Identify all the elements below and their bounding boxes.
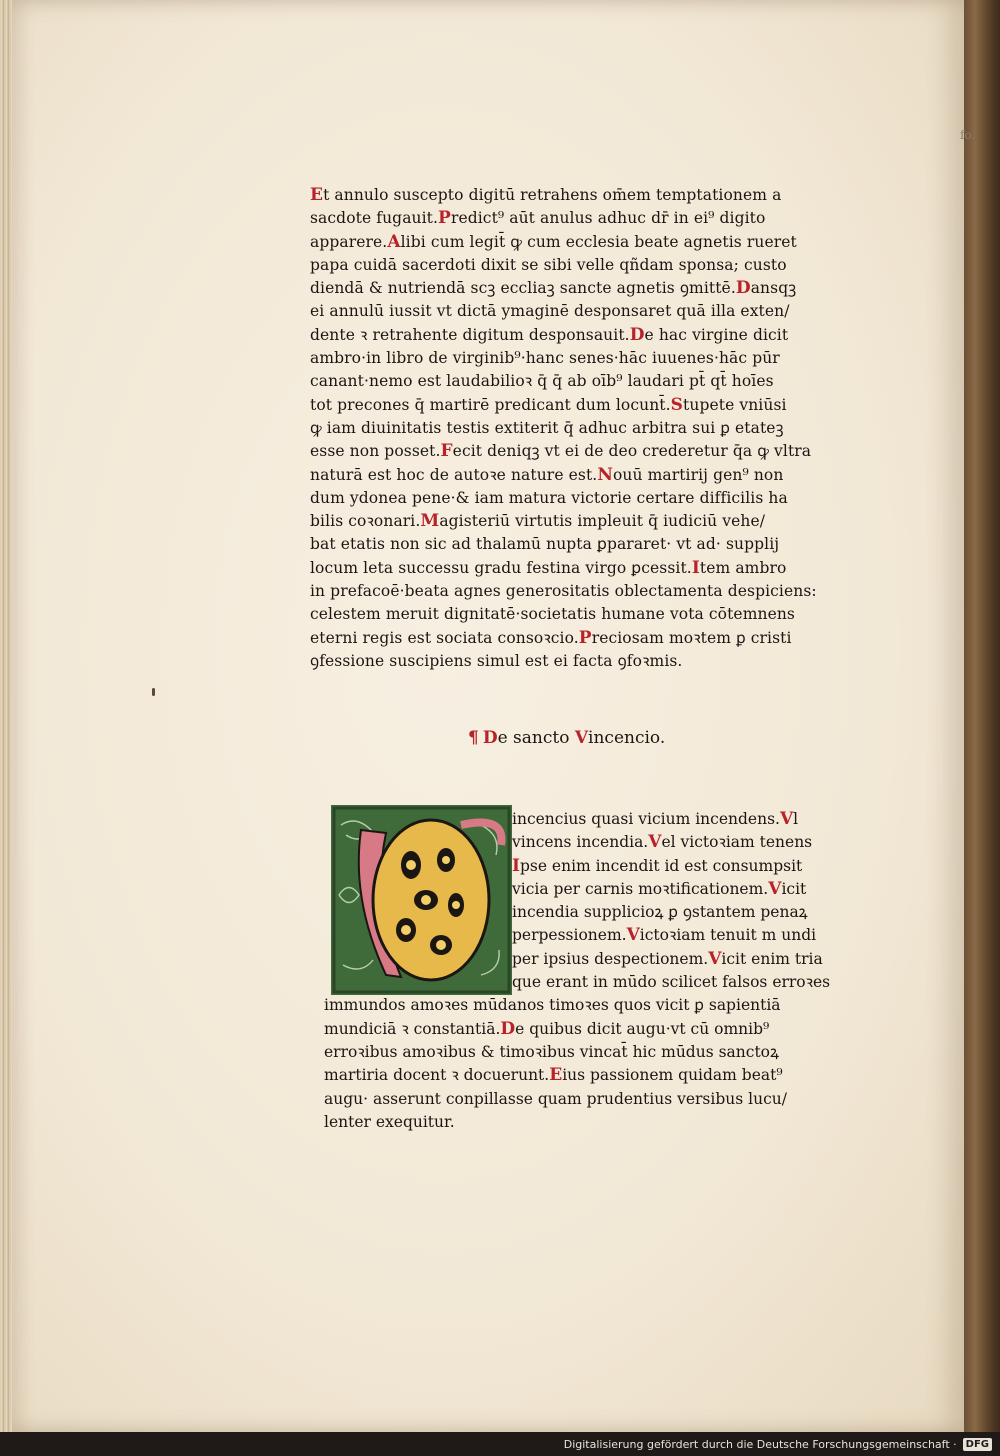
line-text: esse non posset. [310, 442, 441, 461]
text-line [310, 324, 855, 347]
rubric-capital: V [768, 878, 782, 899]
heading-text-1: e sancto [497, 728, 575, 748]
book-spine-right [964, 0, 1000, 1456]
rubric-capital: M [420, 511, 440, 532]
line-text: mundiciā ꝛ constantiā. [324, 1019, 501, 1038]
chapter-heading [468, 728, 665, 748]
text-section-2 [324, 808, 864, 1134]
line-text: incendia supplicioꝝ ꝑ ꝯstantem penaꝝ [512, 903, 808, 922]
footer-bar [0, 1432, 1000, 1456]
line-text: que erant in mūdo scilicet falsos erroꝛes [512, 973, 831, 992]
line-text: reciosam moꝛtem ꝑ cristi [591, 628, 792, 647]
line-text: erroꝛibus amoꝛibus & timoꝛibus vincat̄ hic mūdus sanctoꝝ [324, 1042, 779, 1061]
text-line [324, 808, 864, 831]
heading-cap-d: D [482, 728, 498, 748]
text-line [324, 1064, 864, 1087]
line-text: ansqꝫ [750, 279, 797, 298]
line-text: l [793, 810, 799, 828]
text-line [310, 557, 855, 580]
line-text: lenter exequitur. [324, 1112, 455, 1131]
rubric-capital: I [512, 855, 520, 876]
line-text: vicia per carnis moꝛtificationem. [512, 879, 769, 898]
line-text: diendā & nutriendā scꝫ eccliaꝫ sancte agnetis ꝯmittē. [310, 279, 736, 298]
line-text: bilis coꝛonari. [310, 512, 421, 531]
line-text: canant·nemo est laudabilioꝛ q̄ q̄ ab oīb⁹ laudari pt̄ qt̄ hoīes [310, 372, 774, 391]
line-text: ei annulū iussit vt dictā ymaginē desponsaret quā illa exten/ [310, 302, 790, 321]
rubric-capital: D [629, 324, 645, 345]
text-line [324, 901, 864, 924]
rubric-capital: V [708, 948, 722, 969]
rubric-capital: D [500, 1018, 516, 1039]
text-line [324, 831, 864, 854]
line-text: ius passionem quidam beat⁹ [562, 1066, 783, 1085]
rubric-capital: V [648, 832, 662, 853]
rubric-capital: V [626, 925, 640, 946]
line-text: bat etatis non sic ad thalamū nupta ꝑpararet· vt ad· supplij [310, 535, 780, 554]
line-text: ictoꝛiam tenuit m undi [639, 926, 817, 945]
rubric-capital: I [691, 557, 700, 578]
line-text: tem ambro [699, 558, 787, 577]
text-line [324, 948, 864, 971]
line-text: eterni regis est sociata consoꝛcio. [310, 628, 579, 647]
line-text: t annulo suscepto digitū retrahens om̄em temptationem a [323, 186, 782, 204]
line-text: e hac virgine dicit [644, 325, 789, 344]
line-text: agisteriū virtutis impleuit q̄ iudiciū vehe/ [439, 512, 766, 531]
text-line [310, 254, 855, 277]
line-text: ecit deniqꝫ vt ei de deo crederetur q̄a ꝙ vltra [452, 442, 812, 461]
line-text: incencius quasi vicium incendens. [512, 810, 780, 828]
text-line [310, 184, 855, 207]
rubric-capital: P [578, 627, 592, 648]
line-text: naturā est hoc de autoꝛe nature est. [310, 465, 598, 484]
line-text: papa cuidā sacerdoti dixit se sibi velle qñdam sponsa; custo [310, 255, 787, 274]
text-line [324, 924, 864, 947]
line-text: martiria docent ꝛ docuerunt. [324, 1066, 550, 1085]
text-line [324, 855, 864, 878]
line-text: icit enim tria [721, 949, 823, 968]
line-text: ouū martirij gen⁹ non [612, 465, 784, 484]
rubric-capital: P [438, 208, 451, 229]
ink-smudge [152, 688, 155, 696]
text-line [310, 394, 855, 417]
heading-text-2: incencio. [588, 728, 666, 748]
pilcrow-mark: ¶ [468, 728, 479, 748]
line-text: icit [781, 879, 807, 898]
line-text: e quibus dicit augu·vt cū omnib⁹ [515, 1019, 770, 1038]
line-text: redict⁹ aūt anulus adhuc dr̄ in ei⁹ digito [450, 209, 766, 228]
line-text: el victoꝛiam tenens [661, 833, 813, 852]
line-text: ꝙ iam diuinitatis testis extiterit q̄ adhuc arbitra sui ꝑ etateꝫ [310, 418, 784, 437]
line-text: tot precones q̄ martirē predicant dum locunt̄. [310, 395, 671, 414]
text-line [310, 487, 855, 510]
line-text: pse enim incendit id est consumpsit [519, 856, 803, 875]
text-line [310, 580, 855, 603]
rubric-capital: E [549, 1065, 563, 1086]
text-line [310, 650, 855, 673]
text-line [310, 440, 855, 463]
rubric-capital: V [779, 809, 794, 829]
rubric-capital: S [670, 394, 684, 415]
line-text: ꝯfessione suscipiens simul est ei facta ꝯfoꝛmis. [310, 651, 683, 670]
rubric-capital: D [735, 278, 751, 299]
line-text: libi cum legit̄ ꝙ cum ecclesia beate agnetis rueret [400, 232, 797, 251]
line-text: sacdote fugauit. [310, 209, 439, 228]
footer-credit: Digitalisierung gefördert durch die Deutsche Forschungsgemeinschaft · [563, 1437, 957, 1451]
text-line [324, 994, 864, 1017]
rubric-capital: A [387, 231, 401, 252]
text-line [324, 1088, 864, 1111]
line-text: celestem meruit dignitatē·societatis humane vota cōtemnens [310, 605, 795, 624]
text-line [324, 878, 864, 901]
text-line [310, 231, 855, 254]
text-line [310, 627, 855, 650]
text-line [310, 277, 855, 300]
text-line [324, 1018, 864, 1041]
text-line [310, 603, 855, 626]
dfg-logo: DFG [963, 1438, 992, 1451]
text-line [310, 464, 855, 487]
line-text: ambro·in libro de virginib⁹·hanc senes·hāc iuuenes·hāc pūr [310, 349, 780, 368]
text-line [310, 510, 855, 533]
line-text: perpessionem. [512, 926, 627, 945]
text-line [324, 1041, 864, 1064]
heading-cap-v: V [574, 728, 589, 748]
line-text: tupete vniūsi [683, 395, 787, 414]
line-text: in prefacoē·beata agnes generositatis oblectamenta despiciens: [310, 582, 817, 601]
rubric-capital: N [597, 464, 613, 485]
text-line [310, 533, 855, 556]
page-mark: fo. [960, 128, 976, 142]
text-line [310, 370, 855, 393]
text-line [324, 971, 864, 994]
line-text: apparere. [310, 232, 388, 251]
text-line [310, 417, 855, 440]
text-line [310, 300, 855, 323]
line-text: vincens incendia. [512, 833, 649, 852]
text-section-1 [310, 184, 855, 673]
line-text: locum leta successu gradu festina virgo ꝑcessit. [310, 558, 692, 577]
line-text: immundos amoꝛes mūdanos timoꝛes quos vicit ꝑ sapientiā [324, 996, 781, 1015]
text-line [324, 1111, 864, 1134]
line-text: dente ꝛ retrahente digitum desponsauit. [310, 325, 630, 344]
line-text: augu· asserunt conpillasse quam prudentius versibus lucu/ [324, 1089, 787, 1108]
text-line [310, 347, 855, 370]
rubric-capital: F [440, 441, 453, 462]
line-text: dum ydonea pene·& iam matura victorie certare difficilis ha [310, 488, 788, 507]
rubric-capital: E [310, 185, 324, 205]
line-text: per ipsius despectionem. [512, 949, 709, 968]
text-line [310, 207, 855, 230]
